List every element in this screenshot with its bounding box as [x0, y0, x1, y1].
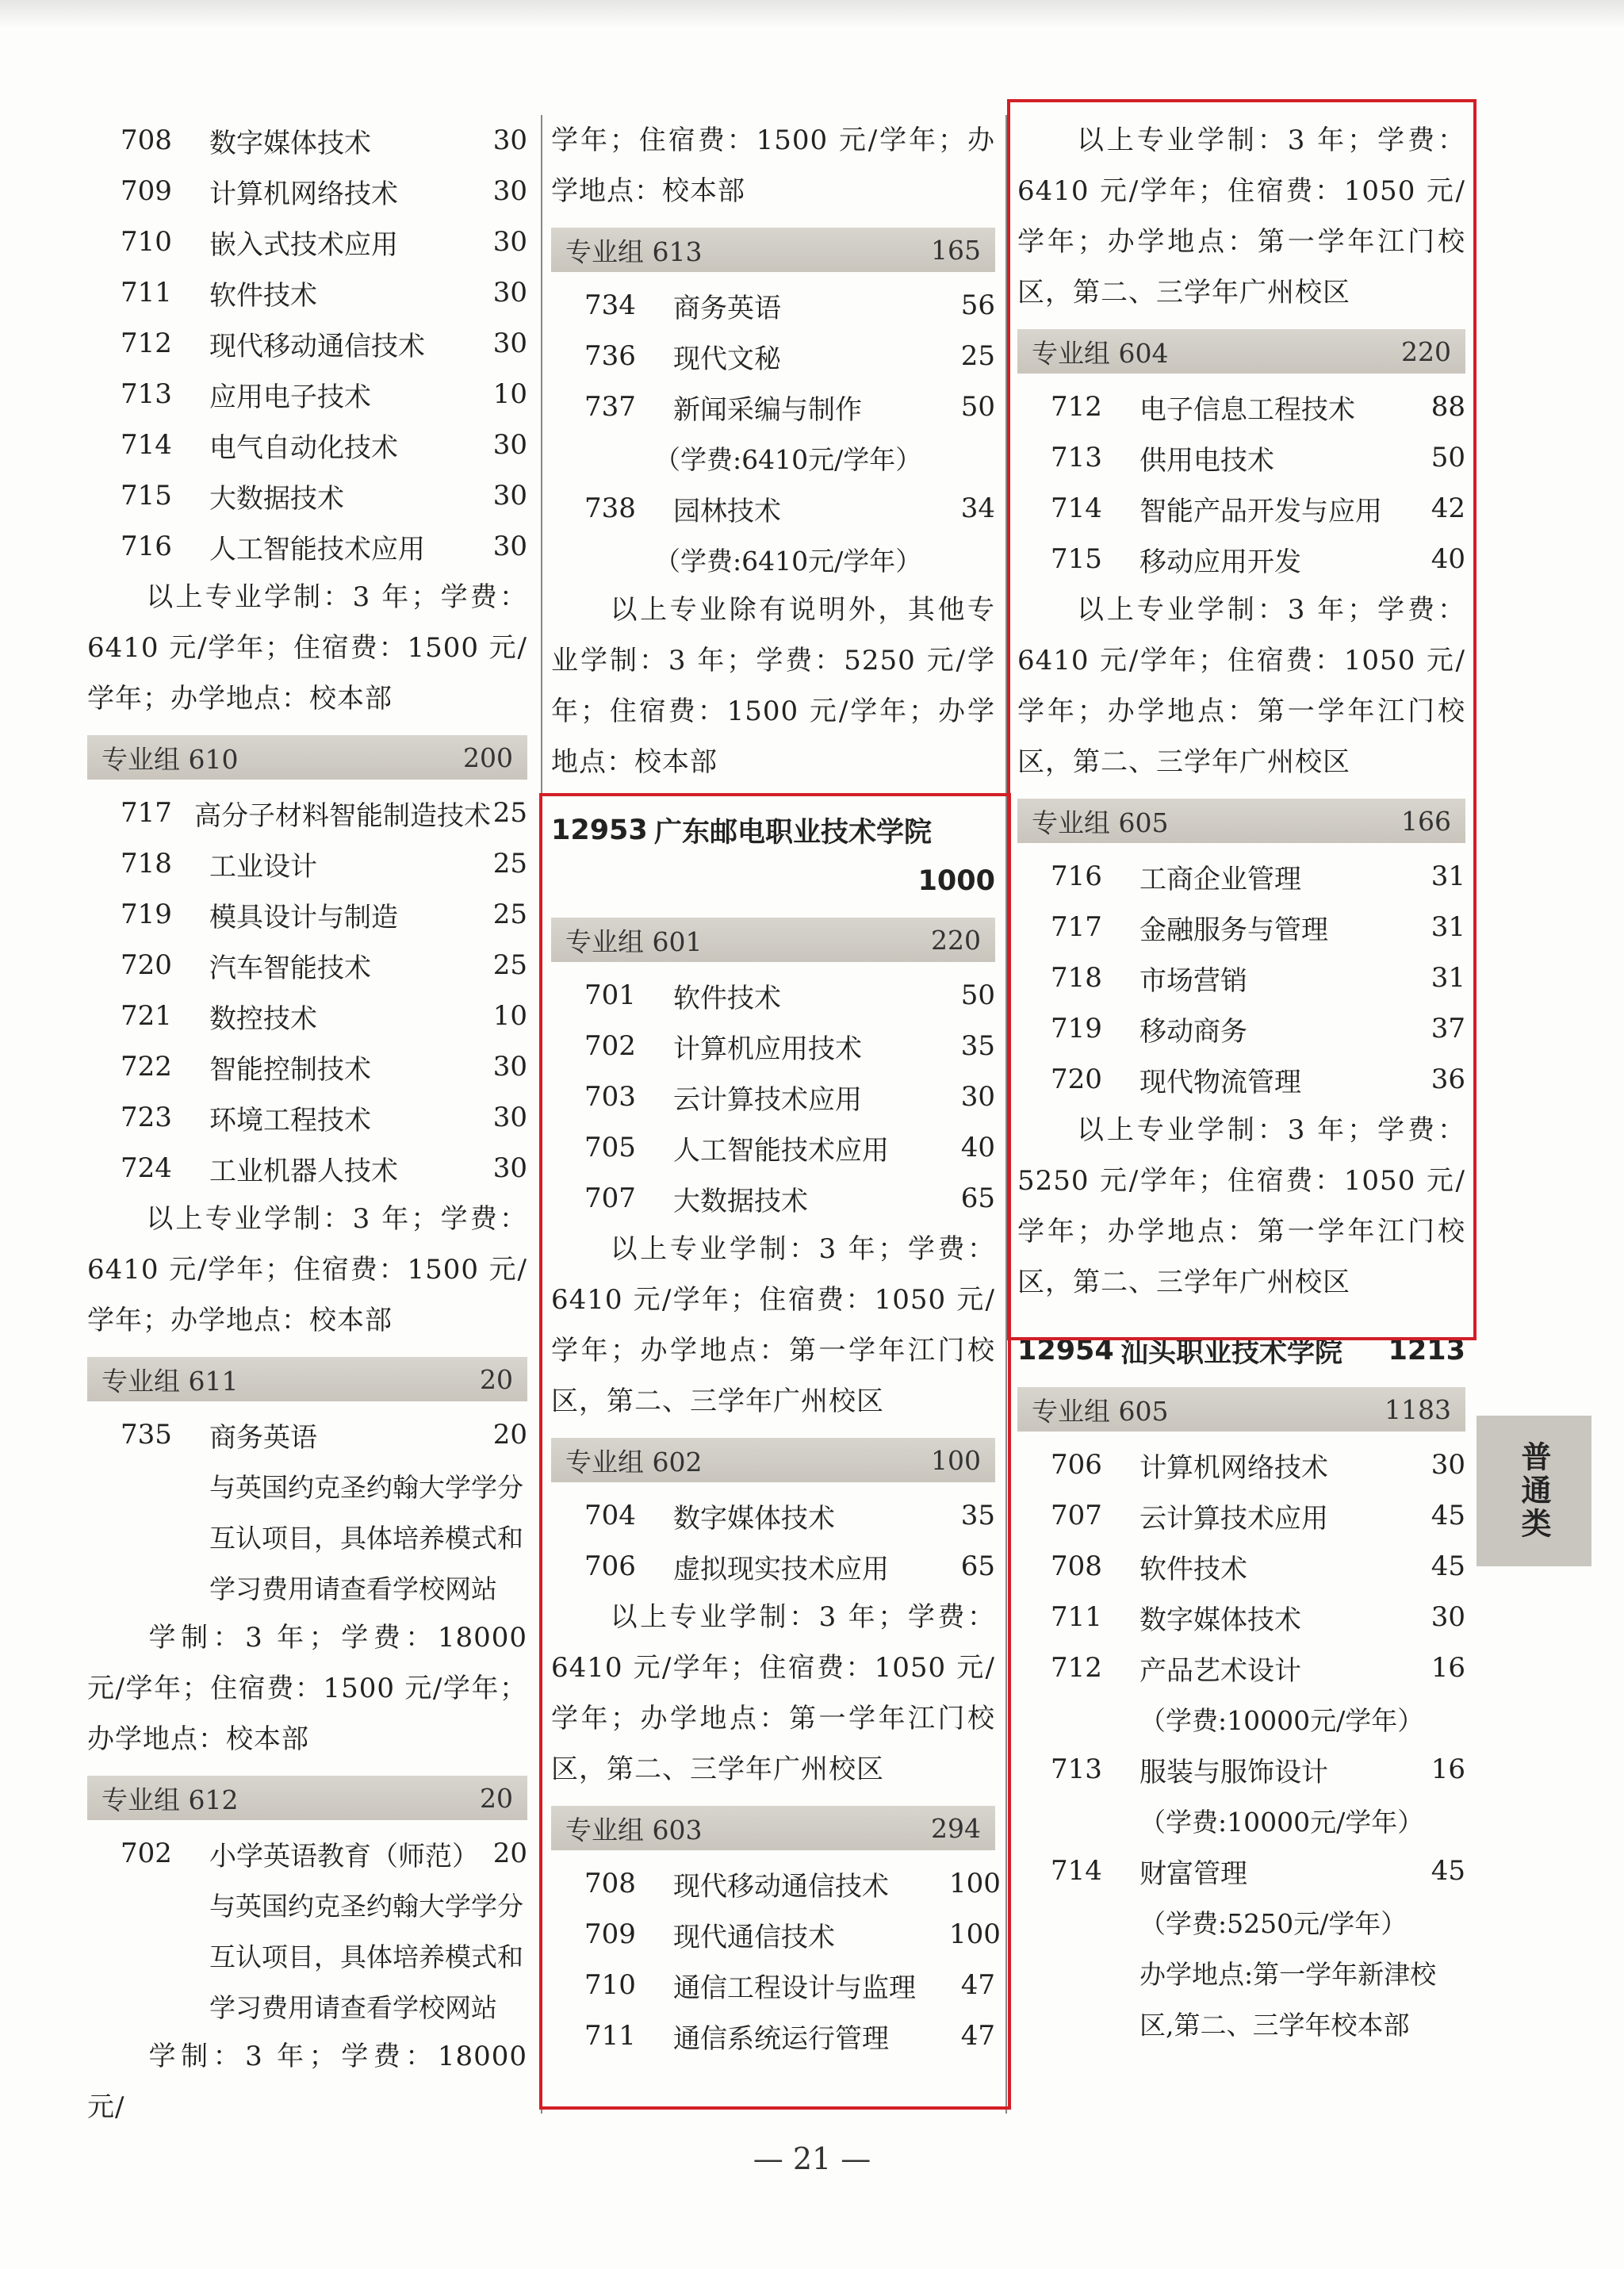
major-subnote: 与英国约克圣约翰大学学分 — [209, 1890, 523, 1922]
group-bar-610: 专业组 610 200 — [87, 735, 527, 780]
note: 以上专业学制：3 年；学费：6410 元/学年；住宿费：1500 元/学年；办学地点：校本部 — [87, 1203, 527, 1336]
major-row: 717 金融服务与管理 31 — [1051, 911, 1465, 946]
major-row: 734 商务英语 56 — [584, 289, 995, 324]
major-subnote: （学费:10000元/学年） — [1139, 1806, 1424, 1838]
major-row: 715 移动应用开发 40 — [1051, 543, 1465, 578]
major-row: 735 商务英语 20 — [121, 1419, 527, 1454]
major-row: 702 计算机应用技术 35 — [584, 1030, 995, 1065]
major-row: 721 数控技术 10 — [121, 1000, 527, 1035]
major-row: 717 高分子材料智能制造技术 25 — [121, 797, 527, 832]
note: 以上专业学制：3 年；学费：5250 元/学年；住宿费：1050 元/学年；办学地点：第一学年江门校区，第二、三学年广州校区 — [1017, 1114, 1465, 1298]
note: 以上专业除有说明外，其他专业学制：3 年；学费：5250 元/学年；住宿费：1500 元/学年；办学地点：校本部 — [551, 594, 995, 778]
major-row: 719 移动商务 37 — [1051, 1013, 1465, 1048]
note: 学制：3 年；学费：18000 元/ — [87, 2041, 527, 2123]
group-bar-613: 专业组 613 165 — [551, 228, 995, 272]
major-row: 701 软件技术 50 — [584, 979, 995, 1014]
school-header-12953: 12953 广东邮电职业技术学院 — [551, 814, 933, 849]
major-row: 706 虚拟现实技术应用 65 — [584, 1550, 995, 1585]
major-row: 707 云计算技术应用 45 — [1051, 1500, 1465, 1535]
group-bar-605b: 专业组 605 1183 — [1017, 1387, 1465, 1432]
note: 以上专业学制：3 年；学费：6410 元/学年；住宿费：1050 元/学年；办学地点：第一学年江门校区，第二、三学年广州校区 — [551, 1601, 995, 1785]
note: 学制：3 年；学费：18000 元/学年；住宿费：1500 元/学年；办学地点：校本部 — [87, 1622, 527, 1755]
major-subnote: 学习费用请查看学校网站 — [209, 1991, 497, 2023]
major-row: 707 大数据技术 65 — [584, 1182, 995, 1217]
major-row: 712 电子信息工程技术 88 — [1051, 391, 1465, 426]
major-subnote: （学费:6410元/学年） — [654, 545, 922, 577]
school-quota: 1000 — [917, 865, 995, 897]
major-row: 711 软件技术 30 — [121, 277, 527, 312]
major-row: 712 现代移动通信技术 30 — [121, 328, 527, 362]
major-row: 709 计算机网络技术 30 — [121, 175, 527, 210]
major-row: 708 现代移动通信技术 100 — [584, 1868, 1001, 1903]
group-bar-603: 专业组 603 294 — [551, 1806, 995, 1850]
major-row: 704 数字媒体技术 35 — [584, 1500, 995, 1535]
major-row: 720 汽车智能技术 25 — [121, 949, 527, 984]
major-row: 722 智能控制技术 30 — [121, 1051, 527, 1086]
major-subnote: 互认项目，具体培养模式和 — [209, 1522, 523, 1554]
major-row: 711 数字媒体技术 30 — [1051, 1601, 1465, 1636]
major-row: 720 现代物流管理 36 — [1051, 1064, 1465, 1098]
major-row: 736 现代文秘 25 — [584, 340, 995, 375]
major-row: 715 大数据技术 30 — [121, 480, 527, 515]
major-row: 712 产品艺术设计 16 — [1051, 1652, 1465, 1687]
category-side-tab: 普通类 — [1477, 1416, 1591, 1566]
major-subnote: 区,第二、三学年校本部 — [1139, 2009, 1410, 2041]
major-row: 716 工商企业管理 31 — [1051, 860, 1465, 895]
major-row: 718 市场营销 31 — [1051, 962, 1465, 997]
group-bar-601: 专业组 601 220 — [551, 918, 995, 962]
major-row: 738 园林技术 34 — [584, 493, 995, 527]
highlight-box-12953 — [539, 793, 1011, 2110]
column-1 — [87, 115, 527, 2133]
major-row: 718 工业设计 25 — [121, 848, 527, 883]
major-row: 705 人工智能技术应用 40 — [584, 1132, 995, 1167]
major-row: 713 服装与服饰设计 16 — [1051, 1753, 1465, 1788]
major-row: 723 环境工程技术 30 — [121, 1102, 527, 1136]
major-row: 713 应用电子技术 10 — [121, 378, 527, 413]
note: 以上专业学制：3 年；学费：6410 元/学年；住宿费：1050 元/学年；办学地点：第一学年江门校区，第二、三学年广州校区 — [1017, 125, 1465, 309]
major-row: 714 财富管理 45 — [1051, 1855, 1465, 1890]
highlight-box-continuation — [1007, 99, 1477, 1340]
major-row: 716 人工智能技术应用 30 — [121, 531, 527, 565]
major-row: 719 模具设计与制造 25 — [121, 899, 527, 933]
major-row: 702 小学英语教育（师范） 20 — [121, 1838, 527, 1872]
major-row: 714 智能产品开发与应用 42 — [1051, 493, 1465, 527]
group-bar-612: 专业组 612 20 — [87, 1776, 527, 1820]
note: 以上专业学制：3 年；学费：6410 元/学年；住宿费：1500 元/学年；办学地点：校本部 — [87, 581, 527, 715]
major-row: 714 电气自动化技术 30 — [121, 429, 527, 464]
page-number: — 21 — — [753, 2141, 871, 2176]
major-row: 708 数字媒体技术 30 — [121, 125, 527, 159]
note: 以上专业学制：3 年；学费：6410 元/学年；住宿费：1050 元/学年；办学地点：第一学年江门校区，第二、三学年广州校区 — [551, 1233, 995, 1417]
group-bar-605: 专业组 605 166 — [1017, 799, 1465, 843]
major-subnote: 办学地点:第一学年新津校 — [1139, 1958, 1437, 1990]
major-subnote: 互认项目，具体培养模式和 — [209, 1941, 523, 1972]
group-bar-602: 专业组 602 100 — [551, 1438, 995, 1482]
major-subnote: （学费:5250元/学年） — [1139, 1907, 1408, 1939]
major-row: 710 嵌入式技术应用 30 — [121, 226, 527, 261]
note: 以上专业学制：3 年；学费：6410 元/学年；住宿费：1050 元/学年；办学地点：第一学年江门校区，第二、三学年广州校区 — [1017, 594, 1465, 778]
group-bar-611: 专业组 611 20 — [87, 1357, 527, 1401]
group-bar-604: 专业组 604 220 — [1017, 329, 1465, 374]
major-row: 737 新闻采编与制作 50 — [584, 391, 995, 426]
major-row: 709 现代通信技术 100 — [584, 1918, 1001, 1953]
note: 学年；住宿费：1500 元/学年；办学地点：校本部 — [551, 125, 995, 207]
major-row: 703 云计算技术应用 30 — [584, 1081, 995, 1116]
scan-top-edge — [0, 0, 1624, 29]
major-row: 710 通信工程设计与监理 47 — [584, 1969, 995, 2004]
school-header-12954: 12954 汕头职业技术学院 1213 — [1017, 1335, 1465, 1369]
major-row: 713 供用电技术 50 — [1051, 442, 1465, 477]
major-row: 711 通信系统运行管理 47 — [584, 2020, 995, 2055]
major-subnote: 与英国约克圣约翰大学学分 — [209, 1471, 523, 1503]
major-subnote: 学习费用请查看学校网站 — [209, 1573, 497, 1604]
major-row: 706 计算机网络技术 30 — [1051, 1449, 1465, 1484]
major-subnote: （学费:6410元/学年） — [654, 443, 922, 475]
major-subnote: （学费:10000元/学年） — [1139, 1704, 1424, 1736]
major-row: 708 软件技术 45 — [1051, 1550, 1465, 1585]
major-row: 724 工业机器人技术 30 — [121, 1152, 527, 1187]
